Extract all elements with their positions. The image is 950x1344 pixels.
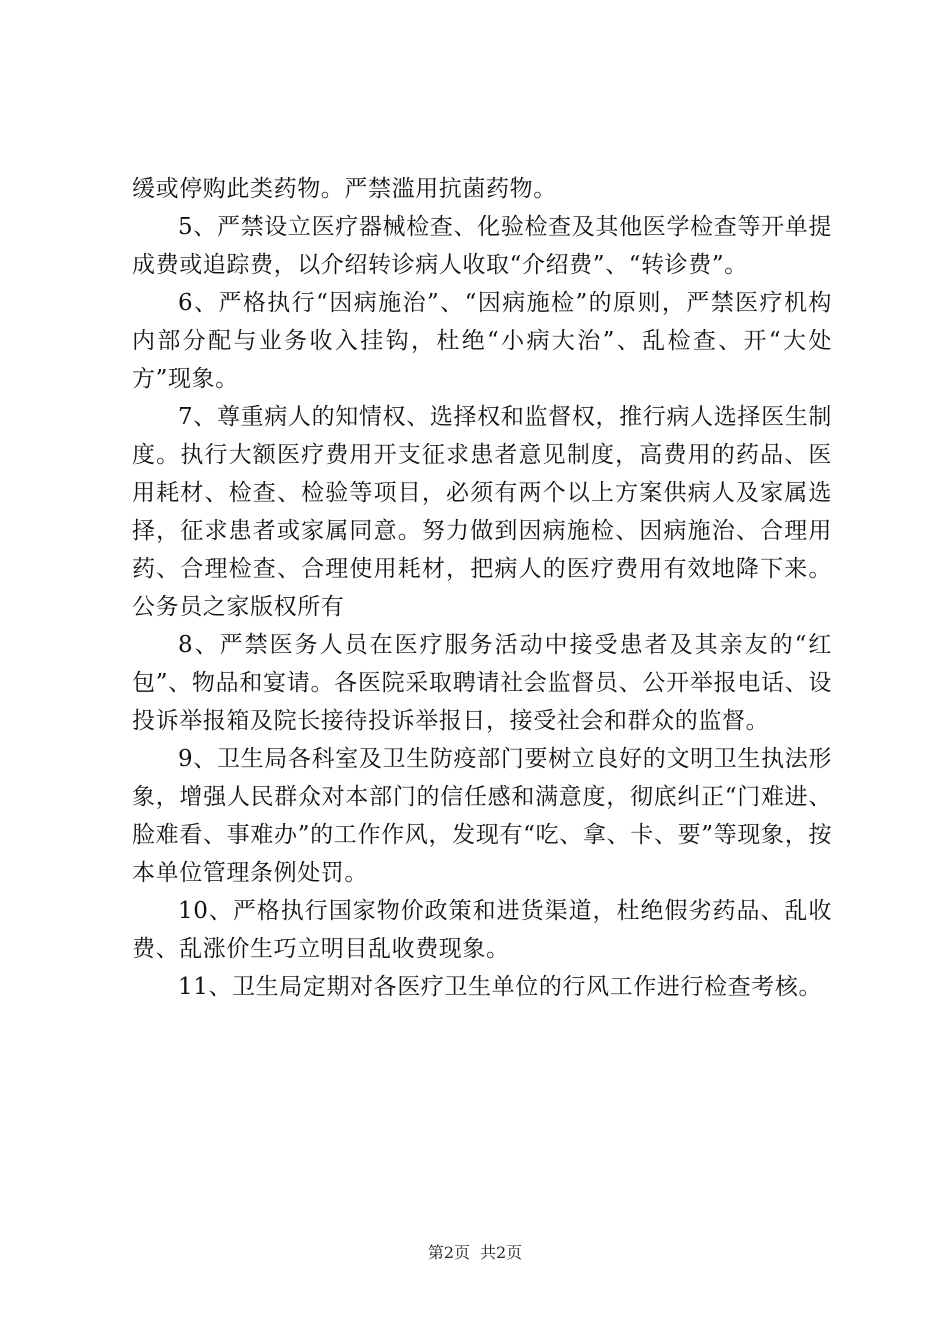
paragraph-4: 7、尊重病人的知情权、选择权和监督权，推行病人选择医生制度。执行大额医疗费用开支征求患者意见制度，高费用的药品、医用耗材、检查、检验等项目，必须有两个以上方案供病人及家属选择，征求患者或家属同意。努力做到因病施检、因病施治、合理用药、合理检查、合理使用耗材，把病人的医疗费用有效地降下来。公务员之家版权所有 xyxy=(132,404,832,620)
paragraph-8: 11、卫生局定期对各医疗卫生单位的行风工作进行检查考核。 xyxy=(178,974,823,1000)
page-total: 共2页 xyxy=(480,1243,523,1262)
paragraph-7: 10、严格执行国家物价政策和进货渠道，杜绝假劣药品、乱收费、乱涨价生巧立明目乱收费现象。 xyxy=(132,898,832,962)
paragraph-3: 6、严格执行“因病施治”、“因病施检”的原则，严禁医疗机构内部分配与业务收入挂钩，杜绝“小病大治”、乱检查、开“大处方”现象。 xyxy=(132,290,832,392)
paragraph-2: 5、严禁设立医疗器械检查、化验检查及其他医学检查等开单提成费或追踪费，以介绍转诊病人收取“介绍费”、“转诊费”。 xyxy=(132,214,832,278)
paragraph-1: 缓或停购此类药物。严禁滥用抗菌药物。 xyxy=(132,176,557,202)
page-number: 第2页 xyxy=(427,1243,470,1262)
paragraph-5: 8、严禁医务人员在医疗服务活动中接受患者及其亲友的“红包”、物品和宴请。各医院采取聘请社会监督员、公开举报电话、设投诉举报箱及院长接待投诉举报日，接受社会和群众的监督。 xyxy=(132,632,832,734)
document-body xyxy=(132,170,832,1006)
page-footer xyxy=(0,1242,950,1264)
paragraph-6: 9、卫生局各科室及卫生防疫部门要树立良好的文明卫生执法形象，增强人民群众对本部门的信任感和满意度，彻底纠正“门难进、脸难看、事难办”的工作作风，发现有“吃、拿、卡、要”等现象，按本单位管理条例处罚。 xyxy=(132,746,832,886)
